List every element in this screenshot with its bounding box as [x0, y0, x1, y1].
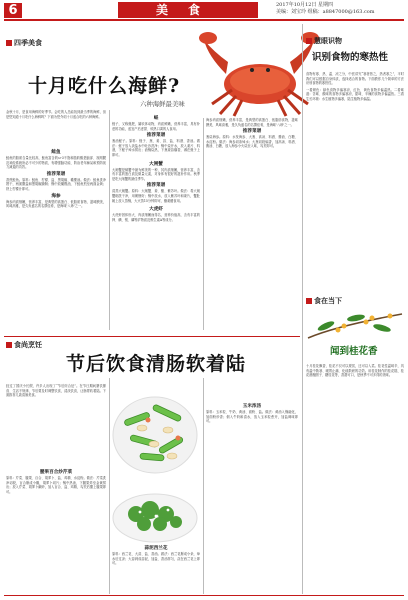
- footer-rule: [4, 595, 404, 596]
- right-section-label: [306, 36, 342, 46]
- festival-section-label: [6, 340, 42, 350]
- right-headline: 识别食物的寒热性: [312, 52, 389, 63]
- column-divider: [109, 110, 110, 330]
- section-title: 美食: [118, 2, 258, 18]
- recipe-heading: 推荐菜谱: [242, 129, 262, 135]
- right-text-1: 食物有寒、热、温、凉之分，中医讲究“寒者热之，热者寒之”，平时我们可以根据自身体质，选择适合的食物。下面教你几个简单的方法识别食物的寒热性。: [306, 72, 404, 86]
- section-heading: 大虎虾: [149, 207, 163, 213]
- festival-headline: 节后饮食清肠软着陆: [66, 353, 247, 375]
- date-line: 2017年10月12日 星期四: [276, 2, 334, 8]
- dish-heading: 腰果百合炒芹菜: [39, 470, 73, 475]
- right-body: [306, 72, 404, 102]
- section-heading: 鲑鱼: [51, 150, 61, 155]
- section-body: 大闸蟹是螃蟹中最为鲜美的一种，其肉质细嫩，营养丰富，含有丰富的蛋白质及微量元素，对身体有很好的滋补作用。秋季是吃大闸蟹的最佳季节。: [112, 167, 200, 181]
- festival-col-3: [206, 404, 298, 424]
- festival-intro: 经过了国庆小长假，许多人出现了“节后综合征”。在节日期间暴饮暴食、生活不规律，节后要及时调整饮食，清淡饮食，让肠胃软着陆。下面推荐几款清肠美食。: [6, 384, 106, 398]
- seafood-section-text: 四季美食: [14, 39, 42, 47]
- section-square-icon: [6, 40, 12, 46]
- section-body: 蛏子，又称蛏肥，属软体动物，肉质鲜嫩，营养丰富，具有补虚的功能，适宜产后虚损、烦热口渴的人食用。: [112, 122, 200, 131]
- recipe-heading: 推荐菜谱: [146, 183, 166, 189]
- dish-body: 原料：西兰花、大蒜、盐、香油。做法：西兰花掰成小朵，焯水后过凉；大蒜剁成蒜泥，加盐、香油拌匀，浇在西兰花上即可。: [112, 552, 200, 566]
- festival-section-text: 食尚烹饪: [14, 341, 42, 349]
- seafood-section-label: [6, 38, 42, 48]
- section-heading: 大闸蟹: [149, 161, 163, 167]
- header-meta: [276, 2, 406, 16]
- season-section-text: 食在当下: [314, 297, 342, 305]
- recipe-body: 葱油蛏子。原料：蛏子、葱、姜、蒜、盐、料酒、香油。做法：蛏子放入淡盐水中吐沙洗净；锅中烧开水，放入姜片、料酒，下蛏子焯水捞出；油锅烧热，下葱姜蒜爆香，淋在蛏子上即可。: [112, 139, 200, 157]
- season-headline: 闻到桂花香: [330, 346, 378, 357]
- recipe-heading: 推荐菜谱: [146, 133, 166, 139]
- seafood-subtitle: 六种海鲜最美味: [140, 100, 185, 108]
- dish-heading: 玉米浓汤: [242, 404, 262, 409]
- seafood-col-3: [206, 118, 298, 149]
- section-body: 鲑鱼的脂肪含量比较高，鲑鱼富含的ω-3不饱和脂肪酸是脑部、视网膜及神经系统所必不可少的物质，有增强脑功能、防治老年痴呆和预防视力减退的功效。: [6, 156, 106, 170]
- osmanthus-illustration: [306, 308, 404, 344]
- seafood-col-1: [6, 150, 106, 209]
- right-section-text: 慧眼识物: [314, 37, 342, 45]
- seafood-headline: 十月吃什么海鲜?: [28, 75, 181, 97]
- recipe-body: 清蒸大闸蟹。原料：大闸蟹、姜、醋、紫苏叶。做法：将大闸蟹刷洗干净，用绳捆好；锅中放水，放入紫苏叶和姜片，蟹肚朝上放入蒸锅，大火蒸15分钟即可，蘸姜醋食用。: [112, 189, 200, 203]
- mid-rule: [4, 336, 300, 337]
- column-divider: [203, 118, 204, 330]
- section-square-icon: [6, 342, 12, 348]
- season-section-label: [306, 296, 342, 306]
- right-text-2: 一看颜色：绿色食物多偏寒凉，红色、黄色食物多偏温热。二看味道：苦味、酸味的食物多偏寒凉，甜味、辛辣的食物多偏温热。三看生长环境：水生植物多偏寒，陆生植物多偏温。: [306, 87, 404, 101]
- recipe-heading: 推荐菜谱: [46, 171, 66, 177]
- seafood-col-2: [112, 116, 200, 222]
- header-rule: [4, 19, 404, 21]
- section-body: 大虎虾因体形大、肉质细嫩而得名，营养价值高，含有丰富的钾、碘、镁、磷等矿物质及维生素A等成分。: [112, 213, 200, 222]
- section-body: 海参肉质细嫩，营养丰富，是典型的高蛋白、低脂肪食物，滋味腴美，风味高雅，是久负盛名的名馔佳肴，是海味'八珍'之一。: [206, 118, 298, 127]
- section-square-icon: [306, 298, 312, 304]
- festival-col-1: [6, 470, 106, 494]
- page-number: 6: [4, 3, 22, 18]
- section-heading: 蛏: [153, 116, 159, 121]
- recipe-body: 香煎鲑鱼。原料：鲑鱼、柠檬、盐、黑胡椒、橄榄油。做法：鲑鱼洗净擦干，两面撒盐和黑胡椒腌制；锅中放橄榄油，下鲑鱼煎至两面金黄；挤上柠檬汁即可。: [6, 177, 106, 191]
- editor-line: 美编：刘宝玲 组稿：a8847000@163.com: [276, 9, 375, 15]
- festival-col-2: [112, 546, 200, 566]
- seafood-intro: 金秋十月，是食用海鲜的好季节。会吃的人总能找到最当季的海鲜，但是您知道十月吃什么海鲜吗？下面为您介绍十月适合吃的六种海鲜。: [6, 110, 106, 119]
- broccoli-dish-illustration: [110, 486, 200, 544]
- dish-body: 原料：芹菜、腰果、百合、胡萝卜、盐、鸡精、水淀粉。做法：芹菜洗净切段，百合掰成小瓣，胡萝卜切片；锅中热油，下腰果炸至金黄捞出；放入芹菜、胡萝卜翻炒，加入百合、盐、鸡精，勾芡后撒上腰果即可。: [6, 476, 106, 494]
- dish-body: 原料：玉米粒、牛奶、黄油、面粉、盐。做法：黄油入锅融化，加面粉炒香；倒入牛奶和清水，放入玉米粒煮开，加盐调味即可。: [206, 410, 298, 424]
- recipe-body: 葱烧海参。原料：水发海参、大葱、高汤、料酒、酱油、白糖、水淀粉。做法：海参切条焯水；大葱切段煸香，加高汤、料酒、酱油、白糖，放入海参小火烧至入味，勾芡即可。: [206, 135, 298, 149]
- column-divider: [302, 24, 303, 594]
- season-text: 十月桂花飘香，桂花不仅可以观赏，还可以入菜。桂花性温味辛，具有温中散寒、暖胃止痛、化痰散瘀的功效。用桂花制作的桂花糕、桂花酒酿圆子、糖桂花等，香甜可口，是秋季不可多得的美味。: [306, 364, 404, 378]
- column-divider: [109, 378, 110, 594]
- section-body: 海参肉质细嫩，营养丰富，是典型的高蛋白、低脂肪食物，滋味腴美，风味高雅，是久负盛名的名馔佳肴，是海味'八珍'之一。: [6, 199, 106, 209]
- dish-heading: 蒜泥西兰花: [144, 546, 168, 551]
- column-divider: [203, 378, 204, 594]
- section-square-icon: [306, 38, 312, 44]
- section-heading: 海参: [51, 193, 61, 199]
- celery-cashew-dish-illustration: [110, 380, 200, 480]
